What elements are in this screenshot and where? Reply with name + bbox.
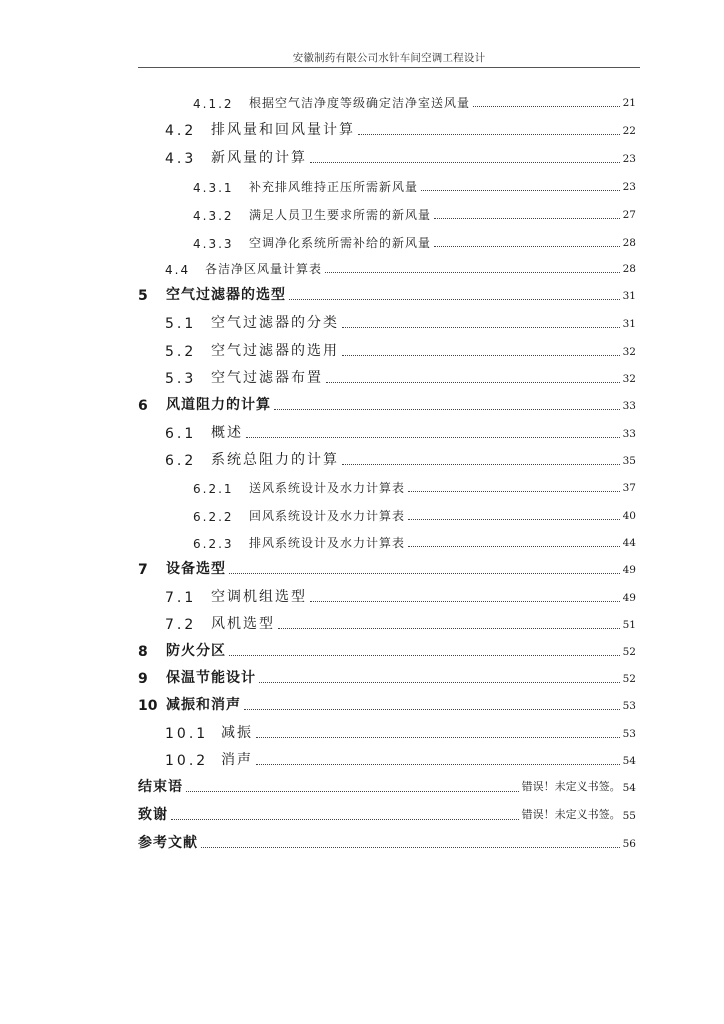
leader-dots	[256, 737, 620, 738]
toc-title: 排风量和回风量计算	[211, 122, 355, 138]
toc-entry[interactable]	[193, 201, 636, 223]
toc-entry[interactable]	[138, 392, 636, 414]
toc-number: 4.4	[165, 263, 191, 277]
leader-dots	[342, 355, 620, 356]
toc-title: 结束语	[138, 779, 183, 795]
toc-number: 4.3.3	[193, 237, 234, 251]
toc-number: 8	[138, 644, 148, 660]
leader-dots	[434, 218, 620, 219]
leader-dots	[342, 464, 620, 465]
toc-title: 根据空气洁净度等级确定洁净室送风量	[249, 96, 471, 110]
page-header: 安徽制药有限公司水针车间空调工程设计	[292, 52, 486, 64]
toc-page: 31	[622, 290, 636, 302]
leader-dots	[229, 655, 620, 656]
toc-number: 4.1.2	[193, 97, 234, 111]
toc-page: 33	[622, 428, 636, 440]
toc-title: 排风系统设计及水力计算表	[249, 536, 406, 550]
toc-page: 52	[622, 646, 636, 658]
toc-entry[interactable]	[165, 447, 636, 469]
toc-title: 风道阻力的计算	[166, 397, 271, 413]
toc-title: 空气过滤器的选型	[166, 287, 286, 303]
leader-dots	[310, 601, 620, 602]
toc-number: 6.2.2	[193, 510, 234, 524]
leader-dots	[244, 709, 620, 710]
toc-page: 53	[622, 728, 636, 740]
leader-dots	[229, 573, 620, 574]
toc-entry[interactable]	[165, 365, 636, 387]
leader-dots	[278, 628, 620, 629]
toc-entry[interactable]	[193, 229, 636, 251]
toc-number: 4.2	[165, 123, 197, 139]
leader-dots	[342, 327, 620, 328]
leader-dots	[421, 190, 620, 191]
toc-title: 设备选型	[166, 561, 226, 577]
toc-page: 51	[622, 619, 636, 631]
toc-entry[interactable]	[138, 556, 636, 578]
toc-page: 53	[622, 700, 636, 712]
toc-title: 系统总阻力的计算	[211, 452, 339, 468]
toc-page: 55	[622, 810, 636, 822]
toc-number: 4.3.2	[193, 209, 234, 223]
toc-entry[interactable]	[165, 310, 636, 332]
toc-entry[interactable]	[193, 529, 636, 551]
toc-title: 防火分区	[166, 643, 226, 659]
toc-number: 6	[138, 398, 148, 414]
toc-number: 7	[138, 562, 148, 578]
toc-title: 送风系统设计及水力计算表	[249, 481, 406, 495]
toc-page: 37	[622, 482, 636, 494]
toc-number: 6.2	[165, 453, 197, 469]
toc-entry[interactable]	[138, 665, 636, 687]
toc-title: 风机选型	[211, 616, 275, 632]
toc-title: 空气过滤器的选用	[211, 343, 339, 359]
toc-entry[interactable]	[165, 720, 636, 742]
toc-error-text: 错误！未定义书签。	[521, 780, 621, 793]
toc-page: 35	[622, 455, 636, 467]
toc-page: 23	[622, 153, 636, 165]
toc-number: 7.1	[165, 590, 197, 606]
toc-number: 5.1	[165, 316, 197, 332]
toc-page: 27	[622, 209, 636, 221]
header-rule	[138, 67, 640, 68]
leader-dots	[310, 162, 620, 163]
toc-entry[interactable]	[165, 117, 636, 139]
toc-page: 52	[622, 673, 636, 685]
toc-page: 28	[622, 263, 636, 275]
toc-number: 6.1	[165, 426, 197, 442]
toc-entry[interactable]	[165, 255, 636, 277]
toc-page: 44	[622, 537, 636, 549]
toc-number: 6.2.1	[193, 482, 234, 496]
toc-page: 31	[622, 318, 636, 330]
toc-title: 空气过滤器的分类	[211, 315, 339, 331]
toc-entry[interactable]	[138, 802, 636, 824]
leader-dots	[326, 382, 620, 383]
leader-dots	[256, 764, 620, 765]
toc-number: 10.1	[165, 726, 209, 742]
leader-dots	[434, 246, 620, 247]
toc-page: 23	[622, 181, 636, 193]
leader-dots	[259, 682, 620, 683]
toc-page: 54	[622, 782, 636, 794]
toc-number: 7.2	[165, 617, 197, 633]
toc-page: 33	[622, 400, 636, 412]
toc-title: 满足人员卫生要求所需的新风量	[249, 208, 432, 222]
leader-dots	[171, 819, 519, 820]
toc-number: 5.2	[165, 344, 197, 360]
toc-entry[interactable]	[138, 774, 636, 796]
toc-entry[interactable]	[165, 145, 636, 167]
leader-dots	[186, 791, 519, 792]
toc-page: 32	[622, 373, 636, 385]
toc-entry[interactable]	[138, 692, 636, 714]
toc-number: 9	[138, 671, 148, 687]
toc-entry[interactable]	[138, 830, 636, 852]
toc-title: 减振和消声	[166, 697, 241, 713]
toc-entry[interactable]	[193, 173, 636, 195]
toc-title: 消声	[221, 752, 253, 768]
toc-page: 40	[622, 510, 636, 522]
toc-entry[interactable]	[193, 474, 636, 496]
toc-entry[interactable]	[138, 282, 636, 304]
leader-dots	[274, 409, 620, 410]
toc-error-text: 错误！未定义书签。	[521, 808, 621, 821]
toc-entry[interactable]	[138, 638, 636, 660]
toc-title: 各洁净区风量计算表	[205, 262, 323, 276]
toc-entry[interactable]	[165, 420, 636, 442]
toc-page: 49	[622, 592, 636, 604]
toc-entry[interactable]	[165, 584, 636, 606]
toc-entry[interactable]	[193, 502, 636, 524]
toc-number: 4.3.1	[193, 181, 234, 195]
toc-page: 28	[622, 237, 636, 249]
toc-entry[interactable]	[193, 89, 636, 111]
toc-page: 32	[622, 346, 636, 358]
toc-page: 56	[622, 838, 636, 850]
toc-number: 4.3	[165, 151, 197, 167]
toc-title: 致谢	[138, 807, 168, 823]
leader-dots	[325, 272, 620, 273]
toc-title: 保温节能设计	[166, 670, 256, 686]
toc-title: 空气过滤器布置	[211, 370, 323, 386]
toc-title: 减振	[221, 725, 253, 741]
toc-page: 22	[622, 125, 636, 137]
toc-title: 概述	[211, 425, 243, 441]
leader-dots	[408, 519, 620, 520]
toc-number: 5	[138, 288, 148, 304]
toc-page: 54	[622, 755, 636, 767]
toc-title: 回风系统设计及水力计算表	[249, 509, 406, 523]
toc-number: 10.2	[165, 753, 209, 769]
toc-title: 参考文献	[138, 835, 198, 851]
toc-title: 补充排风维持正压所需新风量	[249, 180, 419, 194]
toc-title: 新风量的计算	[211, 150, 307, 166]
leader-dots	[473, 106, 620, 107]
toc-number: 5.3	[165, 371, 197, 387]
leader-dots	[289, 299, 620, 300]
toc-number: 10	[138, 698, 158, 714]
toc-entry[interactable]	[165, 611, 636, 633]
toc-page: 21	[622, 97, 636, 109]
toc-entry[interactable]	[165, 338, 636, 360]
leader-dots	[201, 847, 620, 848]
leader-dots	[246, 437, 620, 438]
toc-title: 空调净化系统所需补给的新风量	[249, 236, 432, 250]
toc-entry[interactable]	[165, 747, 636, 769]
toc-page: 49	[622, 564, 636, 576]
toc-title: 空调机组选型	[211, 589, 307, 605]
toc-number: 6.2.3	[193, 537, 234, 551]
leader-dots	[408, 546, 620, 547]
leader-dots	[408, 491, 620, 492]
leader-dots	[358, 134, 620, 135]
